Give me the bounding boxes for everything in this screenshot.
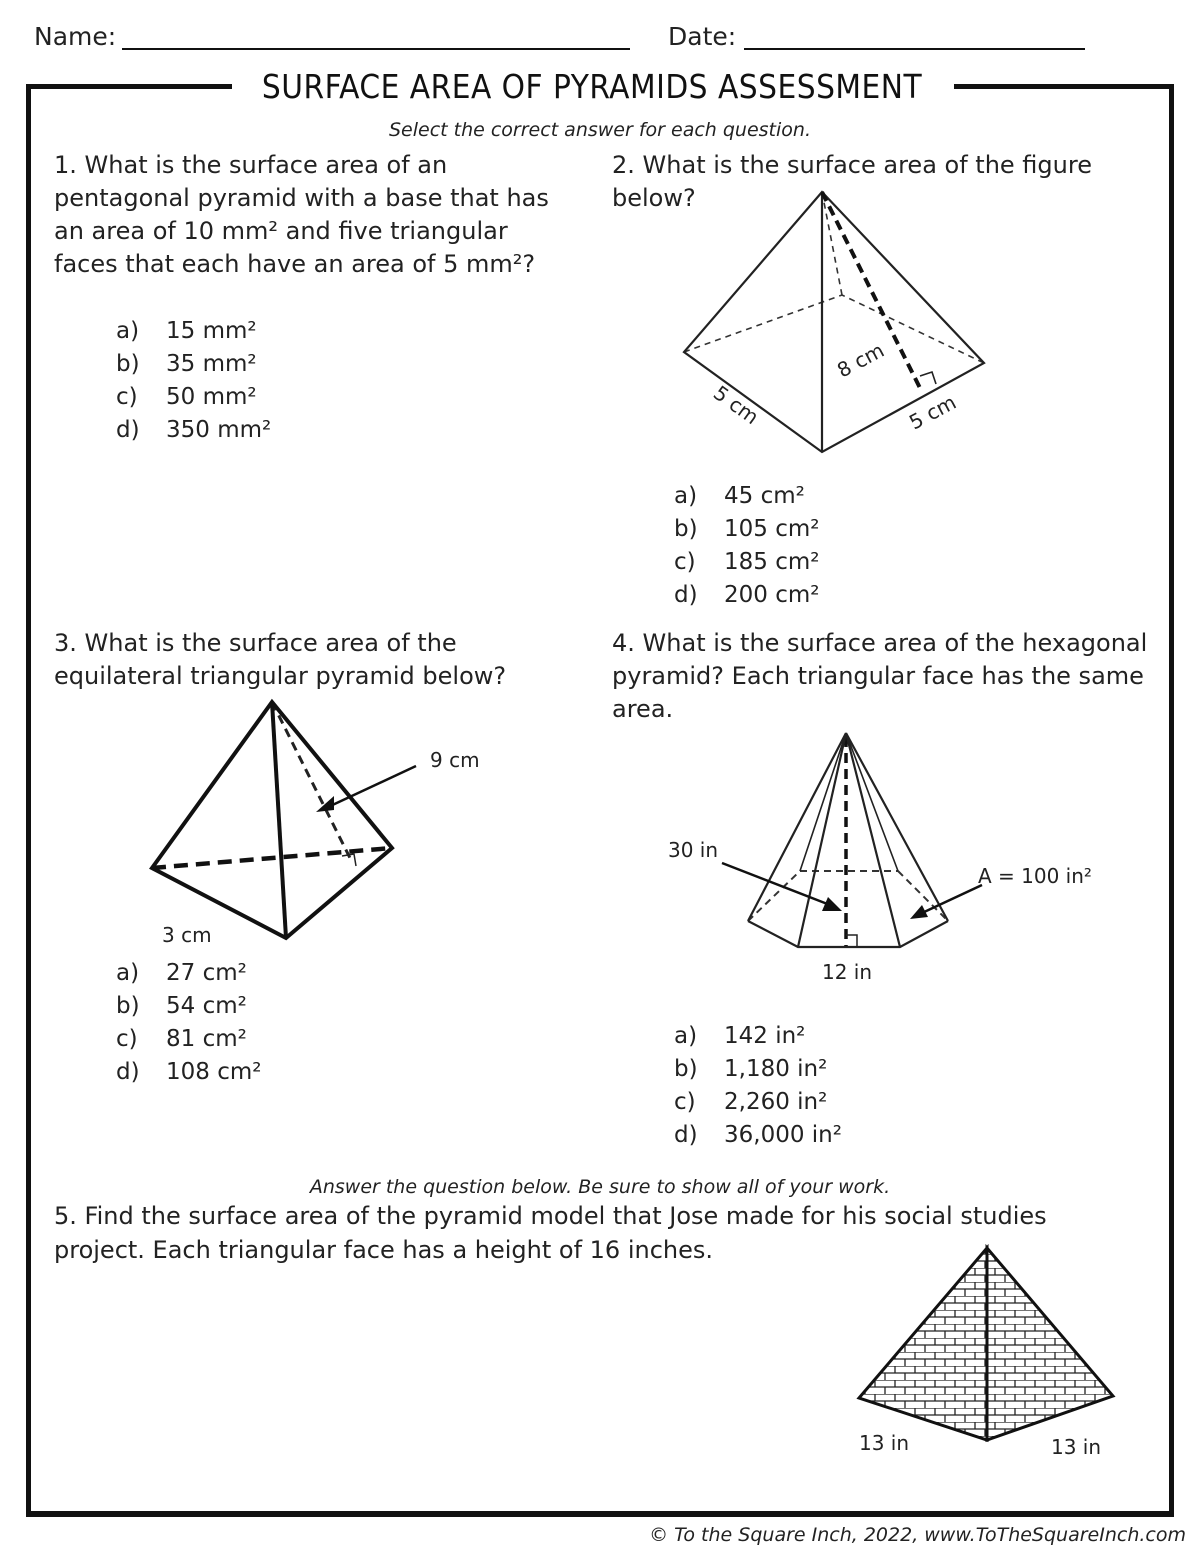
question-3-text: What is the surface area of the equilateral triangular pyramid below? <box>54 629 507 690</box>
q3-option-c[interactable]: c) 81 cm² <box>116 1026 247 1052</box>
q3-option-d[interactable]: d) 108 cm² <box>116 1059 262 1085</box>
q4-slant-label: 30 in <box>668 838 719 862</box>
question-1-number: 1. <box>54 151 77 179</box>
select-instruction: Select the correct answer for each question. <box>388 119 811 141</box>
question-3-options <box>116 957 261 1089</box>
q2-option-d[interactable]: d) 200 cm² <box>674 582 820 608</box>
brick-pyramid-figure <box>845 1240 1125 1465</box>
page-title: SURFACE AREA OF PYRAMIDS ASSESSMENT <box>232 66 952 108</box>
question-2-number: 2. <box>612 151 635 179</box>
question-4-options <box>674 1020 842 1152</box>
question-1-options <box>116 315 271 447</box>
question-5-number: 5. <box>54 1202 77 1230</box>
q2-option-b[interactable]: b) 105 cm² <box>674 516 820 542</box>
q4-side-label: 12 in <box>822 960 873 984</box>
q2-option-a[interactable]: a) 45 cm² <box>674 483 805 509</box>
q1-option-a[interactable]: a) 15 mm² <box>116 318 257 344</box>
question-4-number: 4. <box>612 629 635 657</box>
question-1 <box>54 149 574 281</box>
name-label: Name: <box>34 22 117 51</box>
q2-side-right-label: 5 cm <box>905 389 961 435</box>
q3-side-label: 3 cm <box>162 923 212 947</box>
question-3-number: 3. <box>54 629 77 657</box>
q5-side-right-label: 13 in <box>1051 1435 1102 1459</box>
date-label: Date: <box>668 22 737 51</box>
copyright-footer: © To the Square Inch, 2022, www.ToTheSquareInch.com <box>649 1524 1186 1546</box>
frame-top-right <box>954 84 1174 89</box>
question-3 <box>54 627 584 693</box>
q4-base-area-label: A = 100 in² <box>978 864 1092 888</box>
q1-option-d[interactable]: d) 350 mm² <box>116 417 272 443</box>
question-4 <box>612 627 1152 726</box>
hexagonal-pyramid-figure <box>660 725 1110 990</box>
q3-slant-label: 9 cm <box>430 748 480 772</box>
date-field[interactable] <box>744 48 1085 50</box>
q1-option-c[interactable]: c) 50 mm² <box>116 384 257 410</box>
q4-option-a[interactable]: a) 142 in² <box>674 1023 806 1049</box>
answer-instruction: Answer the question below. Be sure to show all of your work. <box>309 1176 891 1198</box>
q4-option-b[interactable]: b) 1,180 in² <box>674 1056 828 1082</box>
frame-top-left <box>26 84 236 89</box>
question-2-text: What is the surface area of the figure below? <box>612 151 1092 212</box>
q1-option-b[interactable]: b) 35 mm² <box>116 351 257 377</box>
q2-slant-label: 8 cm <box>833 337 889 383</box>
question-1-text: What is the surface area of an pentagonal pyramid with a base that has an area of 10 mm² and five triangular faces that each have an area of 5 mm²? <box>54 151 549 278</box>
q4-option-c[interactable]: c) 2,260 in² <box>674 1089 828 1115</box>
name-field[interactable] <box>122 48 630 50</box>
question-2-options <box>674 480 819 612</box>
q4-option-d[interactable]: d) 36,000 in² <box>674 1122 842 1148</box>
q2-option-c[interactable]: c) 185 cm² <box>674 549 820 575</box>
question-5-text: Find the surface area of the pyramid model that Jose made for his social studies project. Each triangular face has a height of 16 inches. <box>54 1202 1047 1264</box>
q3-option-b[interactable]: b) 54 cm² <box>116 993 247 1019</box>
question-4-text: What is the surface area of the hexagonal pyramid? Each triangular face has the same area. <box>612 629 1148 723</box>
triangular-pyramid-figure <box>140 690 510 955</box>
q5-side-left-label: 13 in <box>859 1431 910 1455</box>
q2-side-left-label: 5 cm <box>709 380 764 430</box>
square-pyramid-figure <box>670 180 1010 470</box>
q3-option-a[interactable]: a) 27 cm² <box>116 960 247 986</box>
